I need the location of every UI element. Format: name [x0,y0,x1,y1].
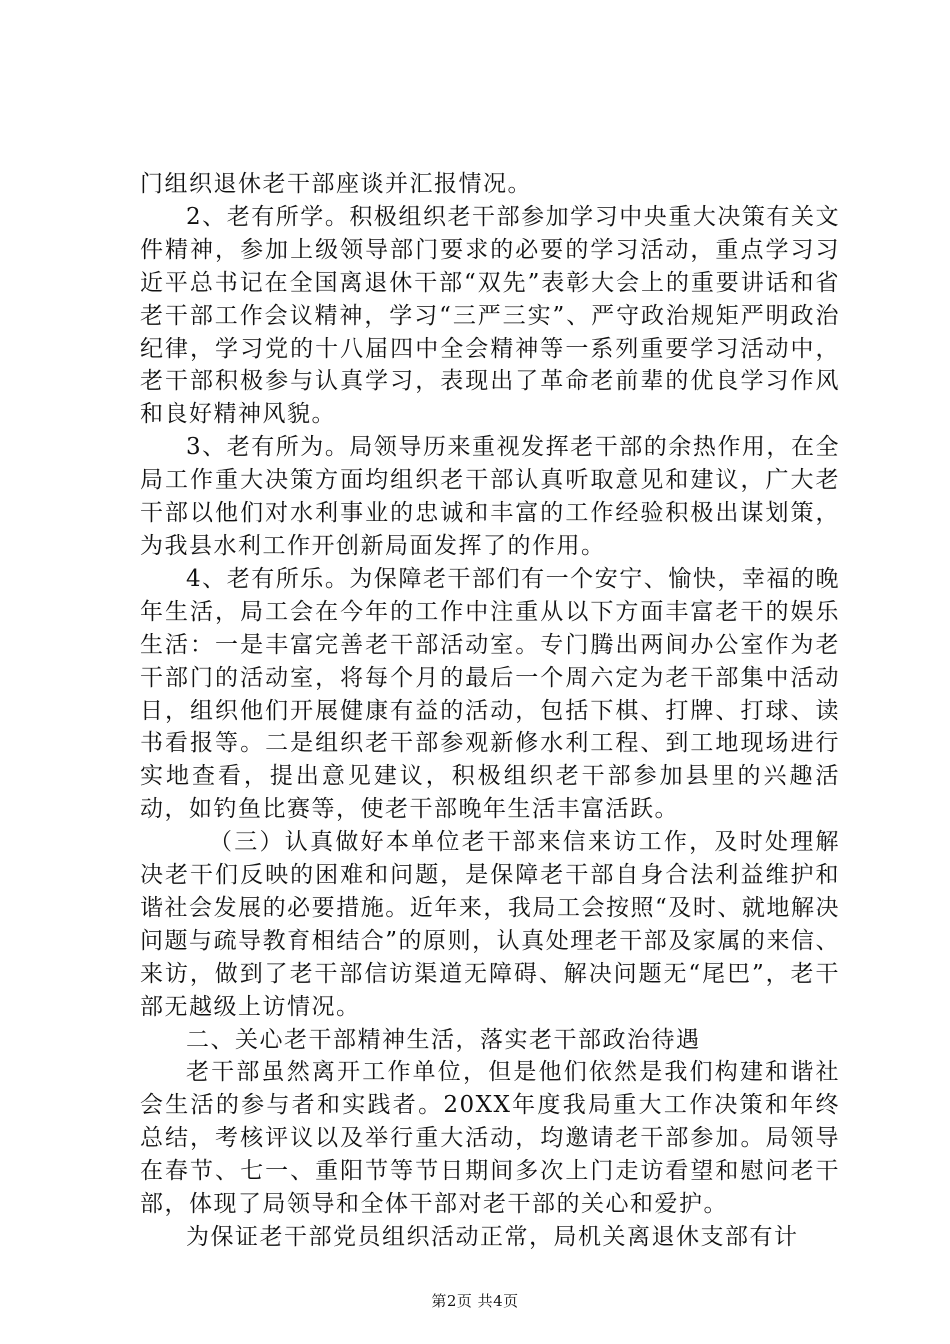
paragraph-continuation: 门组织退休老干部座谈并汇报情况。 [140,171,532,197]
page-footer: 第2页 共4页 [431,1292,519,1310]
paragraph-party-activities: 为保证老干部党员组织活动正常，局机关离退休支部有计 [186,1224,799,1250]
paragraph-enjoyment: 4、老有所乐。为保障老干部们有一个安宁、愉快，幸福的晚年生活，局工会在今年的工作中注重从以下方面丰富老干的娱乐生活：一是丰富完善老干部活动室。专门腾出两间办公室作为老干部门的活动室，将每个月的最后一个周六定为老干部集中活动日，组织他们开展健康有益的活动，包括下棋、打牌、打球、读书看报等。二是组织老干部参观新修水利工程、到工地现场进行实地查看，提出意见建议，积极组织老干部参加县里的兴趣活动，如钓鱼比赛等，使老干部晚年生活丰富活跃。 [140,565,840,823]
paragraph-learning: 2、老有所学。积极组织老干部参加学习中央重大决策有关文件精神，参加上级领导部门要求的必要的学习活动，重点学习习近平总书记在全国离退休干部“双先”表彰大会上的重要讲话和省老干部工作会议精神，学习“三严三实”、严守政治规矩严明政治纪律，学习党的十八届四中全会精神等一系列重要学习活动中，老干部积极参与认真学习，表现出了革命老前辈的优良学习作风和良好精神风貌。 [140,203,840,428]
paragraph-letters-visits: （三）认真做好本单位老干部来信来访工作，及时处理解决老干们反映的困难和问题，是保障老干部自身合法利益维护和谐社会发展的必要措施。近年来，我局工会按照“及时、就地解决问题与疏导教育相结合”的原则，认真处理老干部及家属的来信、来访，做到了老干部信访渠道无障碍、解决问题无“尾巴”，老干部无越级上访情况。 [140,829,840,1020]
paragraph-political-treatment: 老干部虽然离开工作单位，但是他们依然是我们构建和谐社会生活的参与者和实践者。20XX年度我局重大工作决策和年终总结，考核评议以及举行重大活动，均邀请老干部参加。局领导在春节、七一、重阳节等节日期间多次上门走访看望和慰问老干部，体现了局领导和全体干部对老干部的关心和爱护。 [140,1059,840,1218]
paragraph-contribution: 3、老有所为。局领导历来重视发挥老干部的余热作用，在全局工作重大决策方面均组织老干部认真听取意见和建议，广大老干部以他们对水利事业的忠诚和丰富的工作经验积极出谋划策，为我县水利工作开创新局面发挥了的作用。 [140,434,840,559]
section-heading: 二、关心老干部精神生活，落实老干部政治待遇 [186,1026,701,1053]
document-body [140,168,840,1254]
